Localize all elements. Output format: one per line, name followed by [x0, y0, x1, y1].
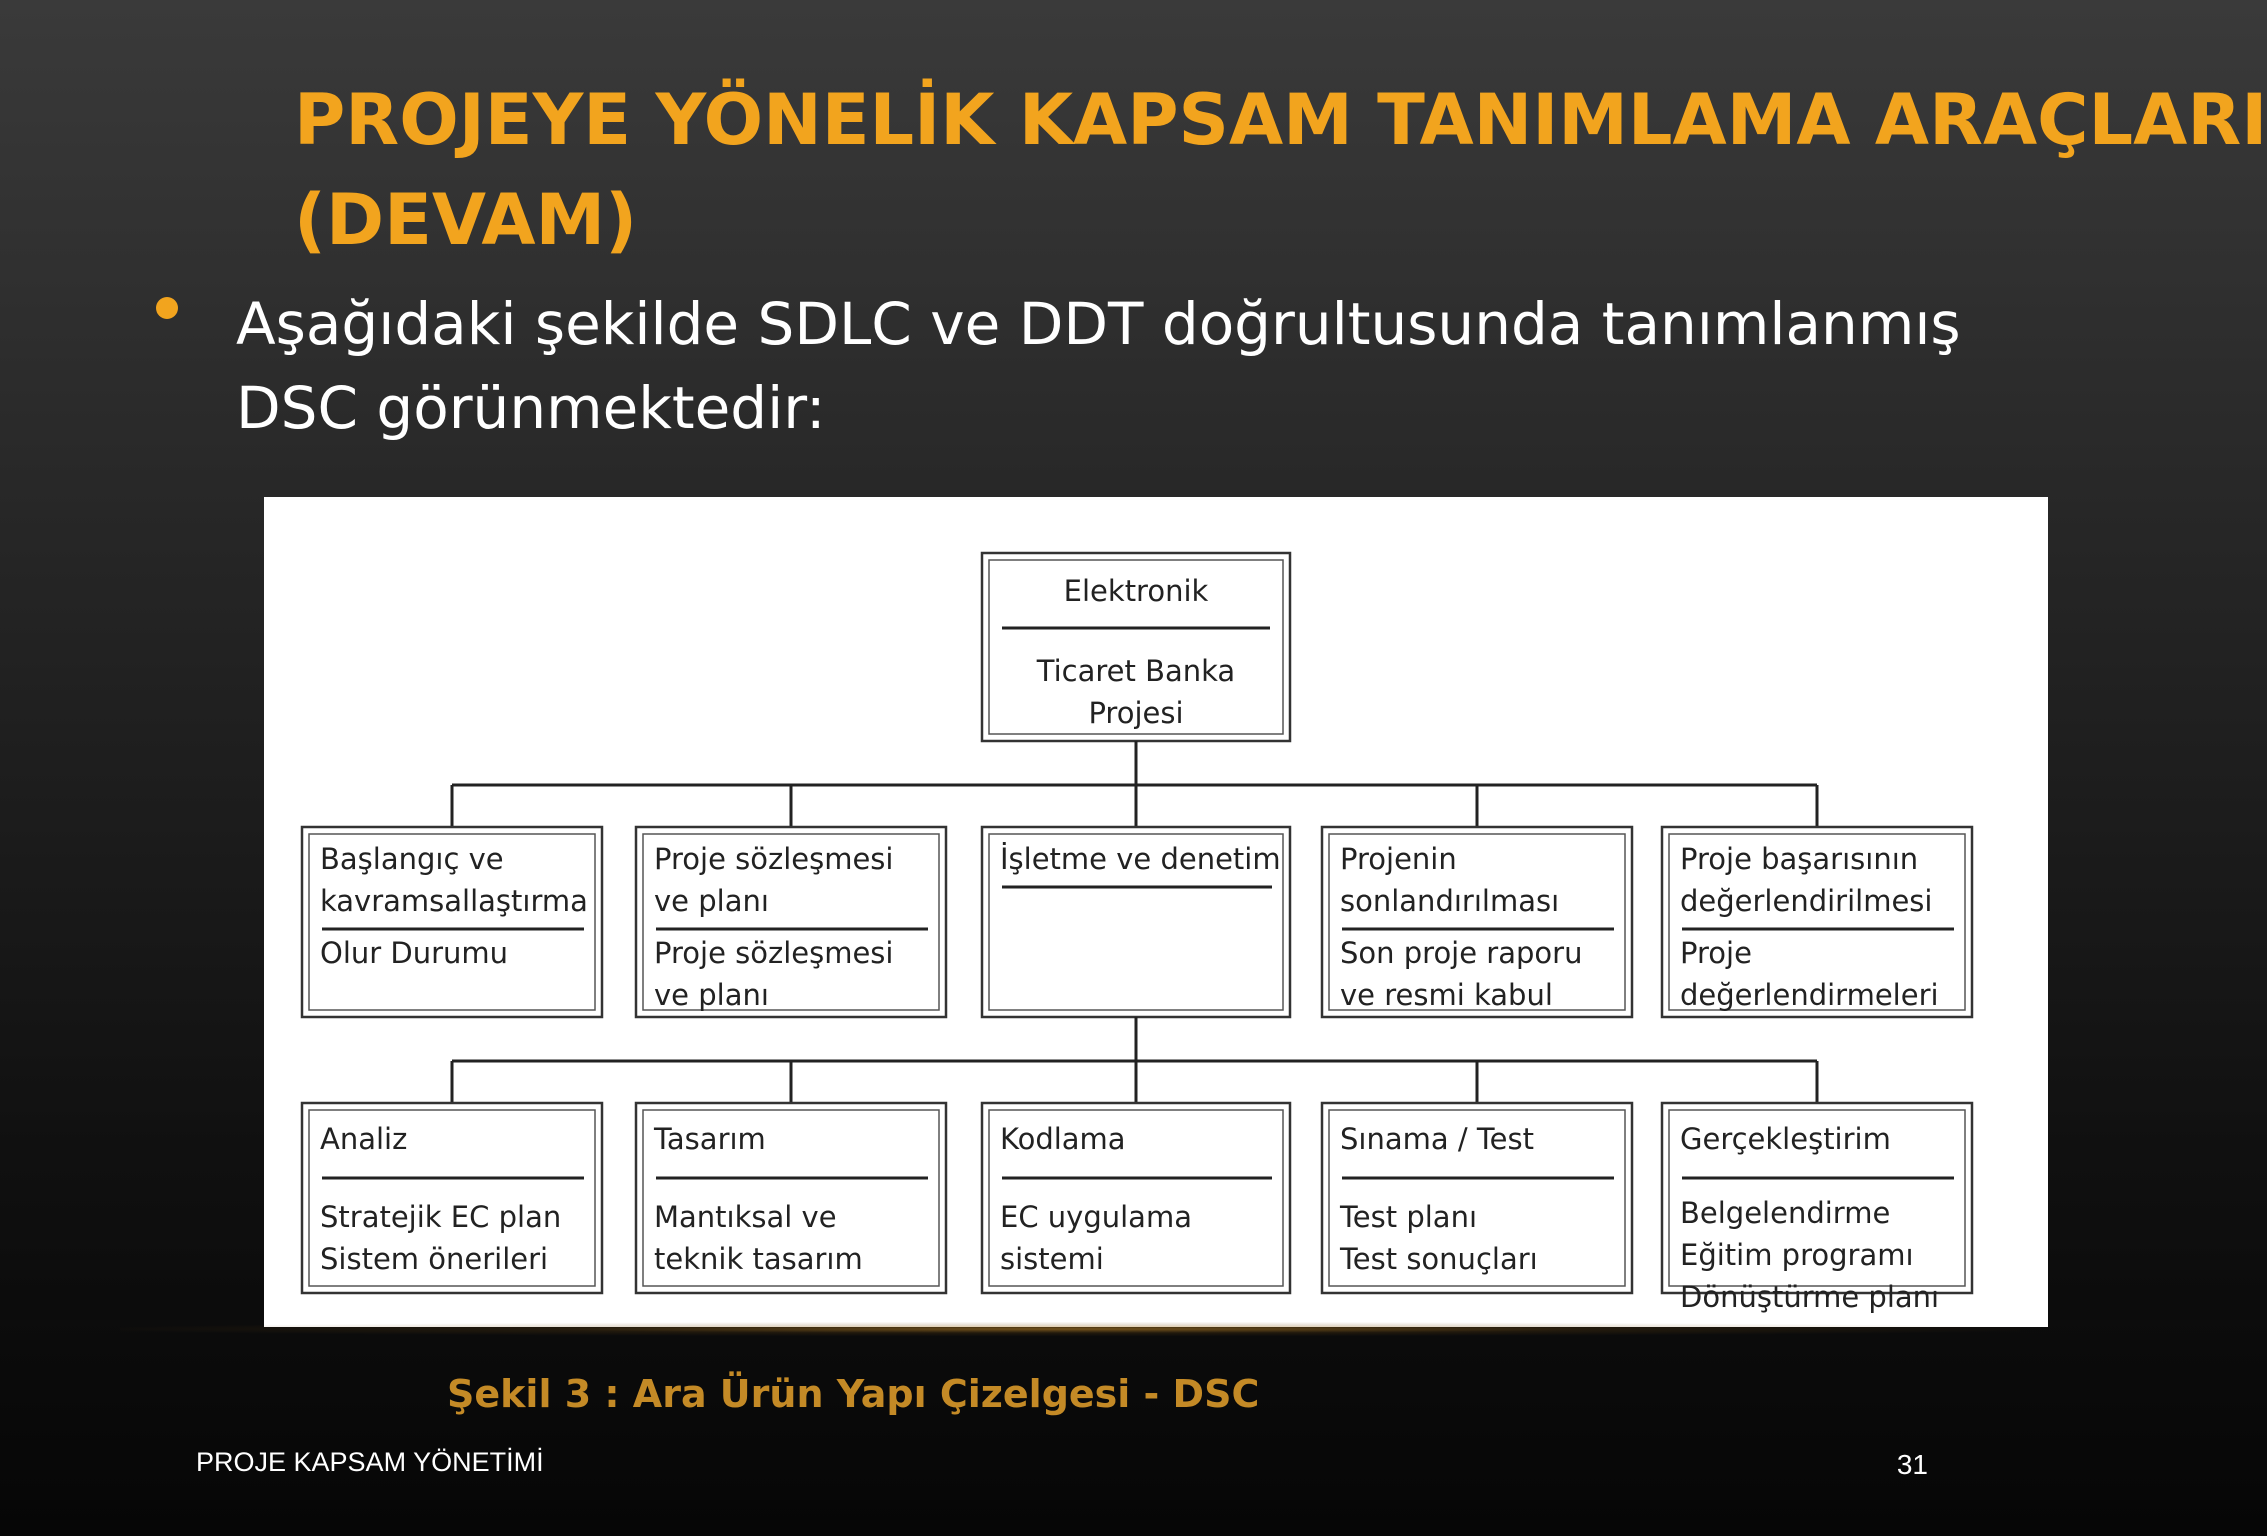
bullet-line-1: Aşağıdaki şekilde SDLC ve DDT doğrultusunda tanımlanmış [236, 290, 1961, 358]
wbs-diagram [264, 497, 2048, 1327]
activity-node-3-title: Kodlama [1000, 1122, 1126, 1156]
slide-title-line-1: PROJEYE YÖNELİK KAPSAM TANIMLAMA ARAÇLARI [294, 79, 2267, 161]
activity-node-4-detail: Test planı [1340, 1200, 1477, 1234]
phase-node-5-title: değerlendirilmesi [1680, 884, 1933, 918]
slide-title [294, 70, 2267, 270]
activity-node-5-detail: Belgelendirme [1680, 1196, 1891, 1230]
activity-node-1-detail: Sistem önerileri [320, 1242, 549, 1276]
page-number: 31 [1896, 1449, 1928, 1480]
activity-node-2-detail: teknik tasarım [654, 1242, 863, 1276]
phase-node-4-title: sonlandırılması [1340, 884, 1560, 918]
root-node-subtitle: Projesi [1088, 696, 1184, 730]
bullet-line-2: DSC görünmektedir: [236, 374, 826, 442]
phase-node-2-detail: Proje sözleşmesi [654, 936, 894, 970]
activity-node-1-title: Analiz [320, 1122, 408, 1156]
root-node-title: Elektronik [1063, 574, 1209, 608]
phase-node-4-detail: ve resmi kabul [1340, 978, 1553, 1012]
divider-glow [120, 1322, 2020, 1336]
phase-node-5-detail: Proje [1680, 936, 1752, 970]
phase-node-1-detail: Olur Durumu [320, 936, 509, 970]
phase-node-2-title: ve planı [654, 884, 769, 918]
activity-node-3-detail: EC uygulama [1000, 1200, 1192, 1234]
phase-node-5-detail: değerlendirmeleri [1680, 978, 1939, 1012]
footer-text: PROJE KAPSAM YÖNETİMİ [196, 1447, 544, 1477]
wbs-figure [264, 497, 2048, 1327]
phase-node-3-title: İşletme ve denetim [1000, 842, 1281, 876]
slide-title-line-2: (DEVAM) [294, 179, 638, 261]
phase-node-2-title: Proje sözleşmesi [654, 842, 894, 876]
bullet-text [236, 282, 1996, 450]
activity-node-5-detail: Eğitim programı [1680, 1238, 1914, 1272]
activity-node-3-detail: sistemi [1000, 1242, 1104, 1276]
activity-node-5-title: Gerçekleştirim [1680, 1122, 1891, 1156]
activity-node-4-title: Sınama / Test [1340, 1122, 1534, 1156]
activity-node-5-detail: Dönüştürme planı [1680, 1280, 1940, 1314]
phase-node-5-title: Proje başarısının [1680, 842, 1919, 876]
phase-node-1-title: kavramsallaştırma [320, 884, 588, 918]
activity-node-1-detail: Stratejik EC plan [320, 1200, 562, 1234]
phase-node-2-detail: ve planı [654, 978, 769, 1012]
figure-caption: Şekil 3 : Ara Ürün Yapı Çizelgesi - DSC [447, 1372, 1260, 1416]
root-node-subtitle: Ticaret Banka [1036, 654, 1236, 688]
bullet-dot-icon [156, 297, 178, 319]
phase-node-1-title: Başlangıç ve [320, 842, 504, 876]
activity-node-2-title: Tasarım [654, 1122, 766, 1156]
activity-node-4-detail: Test sonuçları [1340, 1242, 1538, 1276]
activity-node-2-detail: Mantıksal ve [654, 1200, 837, 1234]
phase-node-4-title: Projenin [1340, 842, 1457, 876]
phase-node-4-detail: Son proje raporu [1340, 936, 1583, 970]
